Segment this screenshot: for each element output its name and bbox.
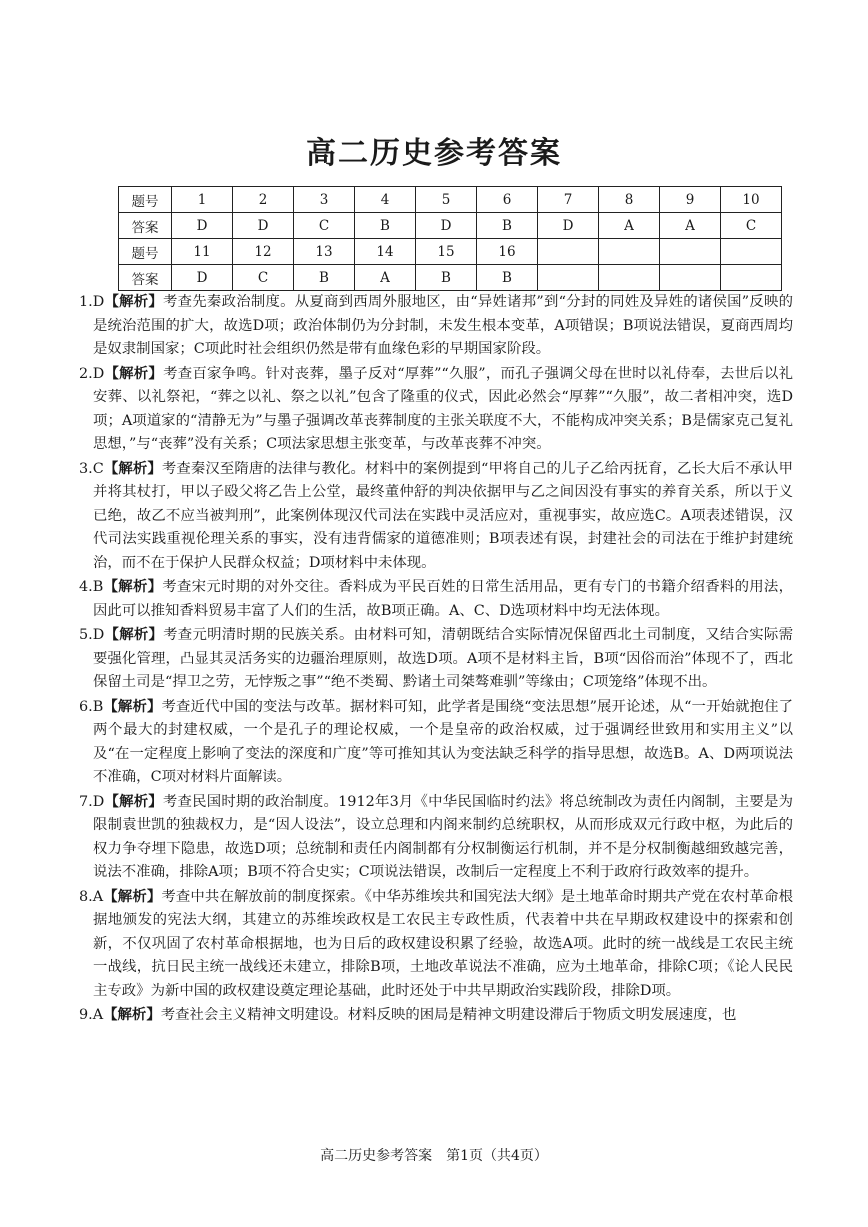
question-number: 1.: [79, 294, 93, 310]
analysis-text: 考查元明清时期的民族关系。由材料可知，清朝既结合实际情况保留西北土司制度，又结合实际需要强化管理，凸显其灵活务实的边疆治理原则，故选D项。A项不是材料主旨，B项“因俗而治”体现不了，西北保留土司是“捍卫之劳，无悖叛之事”“绝不类蜀、黔诸土司桀骜难驯”等缘由；C项笼络”体现不出。: [93, 627, 793, 690]
analysis-tag: 【解析】: [104, 364, 164, 382]
analysis-text: 考查近代中国的变法与改革。据材料可知，此学者是围绕“变法思想”展开论述，从“一开始就抱住了两个最大的封建权威，一个是孔子的理论权威，一个是皇帝的政治权威，过于强调经世致用和实用主义”以及“在一定程度上影响了变法的深度和广度”等可推知其认为变法缺乏科学的指导思想，故选B。A、D两项说法不准确，C项对材料片面解读。: [93, 698, 793, 785]
answer-table-cell: D: [538, 213, 599, 239]
answer-table-cell: D: [416, 213, 477, 239]
explanation-item: [79, 1003, 793, 1028]
answer-table-cell: B: [477, 213, 538, 239]
analysis-tag: 【解析】: [103, 887, 162, 905]
answer-letter: D: [92, 365, 105, 382]
answer-table-cell: [538, 239, 599, 265]
analysis-tag: 【解析】: [104, 293, 164, 310]
answer-table-cell: 10: [721, 187, 782, 213]
analysis-tag: 【解析】: [103, 459, 162, 477]
answer-letter: B: [92, 698, 104, 715]
analysis-text: 考查社会主义精神文明建设。材料反映的困局是精神文明建设滞后于物质文明发展速度，也: [160, 1007, 737, 1023]
answer-table-cell: 7: [538, 187, 599, 213]
answer-table-row: [119, 265, 782, 291]
answer-table-cell: [538, 265, 599, 291]
answer-table-cell: 6: [477, 187, 538, 213]
question-number: 9.: [79, 1007, 93, 1023]
answer-table-body: [119, 187, 782, 291]
explanation-item: [79, 885, 793, 1004]
analysis-text: 考查百家争鸣。针对丧葬，墨子反对“厚葬”“久服”，而孔子强调父母在世时以礼侍奉，去世后以礼安葬、以礼祭祀，“葬之以礼、祭之以礼”包含了隆重的仪式，因此必然会“厚葬”“久服”，故二者相冲突，选D项；A项道家的“清静无为”与墨子强调改革丧葬制度的主张关联度不大，不能构成冲突关系；B是儒家克己复礼思想，”与“丧葬”没有关系；C项法家思想主张变革，与改革丧葬不冲突。: [93, 365, 793, 452]
answer-table-cell: 11: [172, 239, 233, 265]
answer-table-row: [119, 239, 782, 265]
answer-letter: A: [92, 888, 104, 905]
answer-table-cell: 2: [233, 187, 294, 213]
answer-table-cell: [599, 265, 660, 291]
answer-table-cell: 1: [172, 187, 233, 213]
explanation-item: [79, 695, 793, 790]
analysis-tag: 【解析】: [104, 626, 164, 643]
answer-letter: A: [92, 1007, 104, 1023]
answer-table-cell: [599, 239, 660, 265]
answer-table-cell: 5: [416, 187, 477, 213]
answer-letter: B: [92, 579, 104, 595]
explanation-item: [79, 290, 793, 362]
explanation-item: [79, 362, 793, 457]
question-number: 6.: [79, 698, 93, 715]
analysis-text: 考查中共在解放前的制度探索。《中华苏维埃共和国宪法大纲》是土地革命时期共产党在农村革命根据地颁发的宪法大纲，其建立的苏维埃政权是工农民主专政性质，代表着中共在早期政权建设中的探索和创新，不仅巩固了农村革命根据地，也为日后的政权建设积累了经验，故选A项。此时的统一战线是工农民主统一战线，抗日民主统一战线还未建立，排除B项，土地改革说法不准确，应为土地革命，排除C项；《论人民民主专政》为新中国的政权建设奠定理论基础，此时还处于中共早期政治实践阶段，排除D项。: [93, 888, 793, 999]
analysis-text: 考查民国时期的政治制度。1912年3月《中华民国临时约法》将总统制改为责任内阁制，主要是为限制袁世凯的独裁权力，是“因人设法”，设立总理和内阁来制约总统职权，从而形成双元行政中枢，为此后的权力争夺埋下隐患，故选D项；总统制和责任内阁制都有分权制衡运行机制，并不是分权制衡越细致越完善，说法不准确，排除A项；B项不符合史实；C项说法错误，改制后一定程度上不利于政府行政效率的提升。: [93, 793, 793, 880]
explanation-item: [79, 623, 793, 695]
answer-table-cell: A: [355, 265, 416, 291]
analysis-text: 考查宋元时期的对外交往。香料成为平民百姓的日常生活用品，更有专门的书籍介绍香料的用法，因此可以推知香料贸易丰富了人们的生活，故B项正确。A、C、D选项材料中均无法体现。: [93, 579, 793, 619]
answer-table-cell: 8: [599, 187, 660, 213]
answer-table-cell: A: [599, 213, 660, 239]
answer-table-row-label: 题号: [119, 239, 172, 265]
answer-table-cell: 14: [355, 239, 416, 265]
answer-table-cell: 15: [416, 239, 477, 265]
answer-table-cell: D: [233, 213, 294, 239]
question-number: 7.: [79, 793, 93, 810]
answer-table-cell: D: [172, 265, 233, 291]
answer-table-row-label: 题号: [119, 187, 172, 213]
analysis-text: 考查秦汉至隋唐的法律与教化。材料中的案例提到“甲将自己的儿子乙给丙抚育，乙长大后不承认甲并将其杖打，甲以子殴父将乙告上公堂，最终董仲舒的判决依据甲与乙之间因没有事实的养育关系，所以于义已绝，故乙不应当被判刑”，此案例体现汉代司法在实践中灵活应对，重视事实，故应选C。A项表述错误，汉代司法实践重视伦理关系的事实，没有违背儒家的道德准则；B项表述有误，封建社会的司法在于维护封建统治，而不在于保护人民群众权益；D项材料中未体现。: [93, 460, 793, 571]
answer-letter: D: [92, 793, 105, 810]
answer-table-cell: 16: [477, 239, 538, 265]
answer-table-cell: 3: [294, 187, 355, 213]
question-number: 4.: [79, 579, 93, 595]
answer-table-cell: A: [660, 213, 721, 239]
answer-table-cell: B: [477, 265, 538, 291]
analysis-text: 考查先秦政治制度。从夏商到西周外服地区，由“异姓诸邦”到“分封的同姓及异姓的诸侯国”反映的是统治范围的扩大，故选D项；政治体制仍为分封制，未发生根本变革，A项错误；B项说法错误，夏商西周均是奴隶制国家；C项此时社会组织仍然是带有血缘色彩的早期国家阶段。: [93, 294, 793, 357]
answer-table-row-label: 答案: [119, 213, 172, 239]
answer-table-cell: 9: [660, 187, 721, 213]
analysis-tag: 【解析】: [103, 697, 162, 715]
question-number: 3.: [79, 460, 93, 477]
answer-table-cell: B: [355, 213, 416, 239]
page-footer: 高二历史参考答案 第1页（共4页）: [320, 1148, 548, 1164]
analysis-tag: 【解析】: [103, 578, 163, 595]
answer-table: [118, 186, 782, 291]
answer-table-cell: C: [721, 213, 782, 239]
answer-letter: D: [92, 294, 105, 310]
answer-table-row-label: 答案: [119, 265, 172, 291]
answer-table-row: [119, 213, 782, 239]
explanation-item: [79, 457, 793, 576]
question-number: 5.: [79, 627, 93, 643]
explanation-item: [79, 790, 793, 885]
answer-table-cell: 13: [294, 239, 355, 265]
answer-table-row: [119, 187, 782, 213]
answer-letter: D: [92, 627, 105, 643]
answer-table-cell: [721, 265, 782, 291]
answer-table-cell: [660, 265, 721, 291]
answer-table-cell: D: [172, 213, 233, 239]
analysis-tag: 【解析】: [104, 792, 163, 810]
answer-table-cell: [660, 239, 721, 265]
page-title: 高二历史参考答案: [306, 136, 562, 171]
answer-table-cell: 4: [355, 187, 416, 213]
answer-table-cell: [721, 239, 782, 265]
answer-letter: C: [92, 460, 104, 477]
answer-table-cell: C: [233, 265, 294, 291]
answer-table-cell: 12: [233, 239, 294, 265]
answer-table-cell: B: [416, 265, 477, 291]
analysis-tag: 【解析】: [103, 1006, 161, 1023]
question-number: 8.: [79, 888, 93, 905]
explanation-list: [79, 290, 793, 1028]
answer-table-cell: B: [294, 265, 355, 291]
question-number: 2.: [79, 365, 93, 382]
explanation-item: [79, 575, 793, 623]
answer-table-cell: C: [294, 213, 355, 239]
